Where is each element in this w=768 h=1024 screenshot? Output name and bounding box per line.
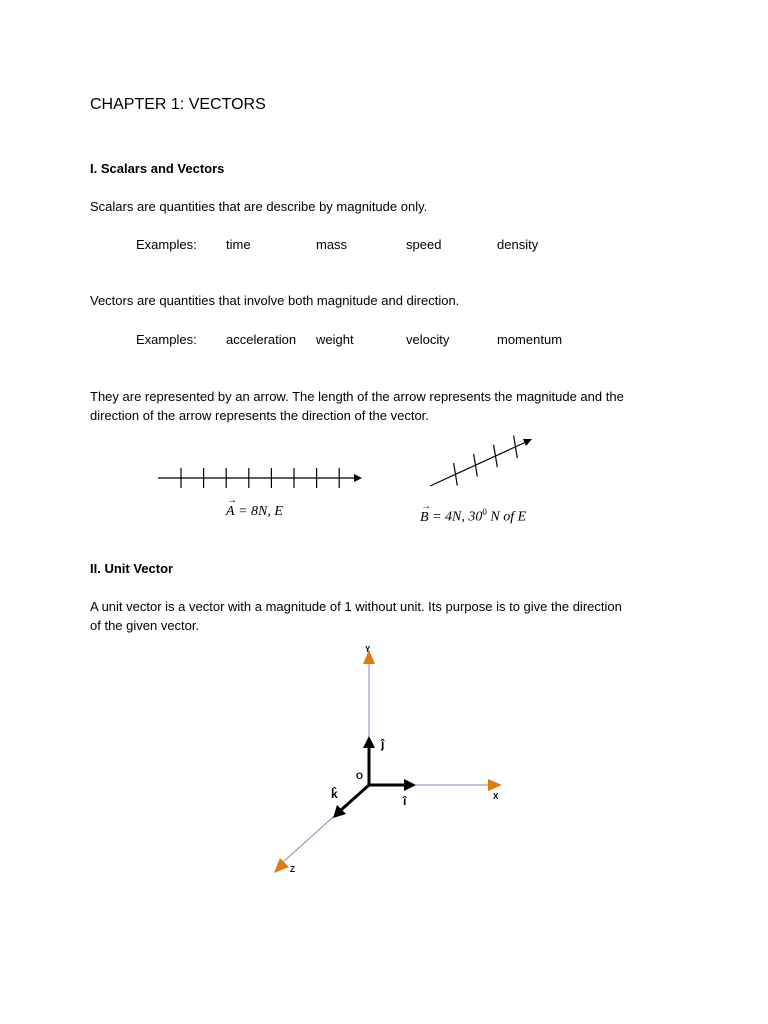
- i-unit-arrowhead: [404, 779, 416, 791]
- scalar-example-item: speed: [406, 237, 442, 252]
- vector-example-item: weight: [316, 332, 354, 347]
- scalar-examples-label: Examples:: [136, 237, 197, 252]
- j-hat-label: ĵ: [381, 737, 385, 751]
- scalar-example-item: mass: [316, 237, 348, 252]
- vector-b-degree: 0: [482, 507, 487, 517]
- vector-example-item: acceleration: [226, 332, 297, 347]
- section-heading-unit-vector: II. Unit Vector: [90, 561, 174, 576]
- section-heading-scalars-vectors: I. Scalars and Vectors: [90, 161, 225, 176]
- z-axis-tip: [274, 858, 289, 873]
- scalars-definition: Scalars are quantities that are describe by magnitude only.: [90, 199, 428, 214]
- vectors-definition: Vectors are quantities that involve both magnitude and direction.: [90, 293, 460, 308]
- vector-a-value: = 8N, E: [238, 504, 283, 519]
- vector-b-letter: B: [420, 509, 429, 525]
- x-axis-label: X: [493, 792, 499, 801]
- vector-b-value: = 4N, 30: [432, 509, 483, 525]
- vector-overarrow: →: [227, 495, 237, 506]
- k-unit-vector: [341, 785, 369, 810]
- scalar-example-item: time: [226, 237, 251, 252]
- vector-a-letter: A: [226, 504, 235, 519]
- vector-example-item: momentum: [497, 332, 563, 347]
- x-axis-tip: [488, 779, 502, 791]
- arrow-explanation-line-1: They are represented by an arrow. The length of the arrow represents the magnitude and the: [90, 389, 624, 404]
- unit-vector-definition-line-1: A unit vector is a vector with a magnitude of 1 without unit. Its purpose is to give the direction: [90, 599, 622, 614]
- y-axis-label: Y: [365, 645, 371, 654]
- i-hat-label: î: [403, 794, 407, 808]
- vector-overarrow: →: [421, 500, 431, 512]
- scalar-example-item: density: [497, 237, 539, 252]
- k-hat-label: k̂: [331, 787, 338, 801]
- vector-b-direction: N of E: [490, 509, 527, 525]
- page-title: CHAPTER 1: VECTORS: [90, 96, 266, 113]
- vector-examples-label: Examples:: [136, 332, 197, 347]
- unit-vector-definition-line-2: of the given vector.: [90, 618, 200, 633]
- origin-label: O: [356, 771, 364, 781]
- z-axis-label: Z: [290, 865, 295, 874]
- vector-example-item: velocity: [406, 332, 450, 347]
- j-unit-arrowhead: [363, 736, 375, 748]
- arrow-explanation-line-2: direction of the arrow represents the direction of the vector.: [90, 408, 429, 423]
